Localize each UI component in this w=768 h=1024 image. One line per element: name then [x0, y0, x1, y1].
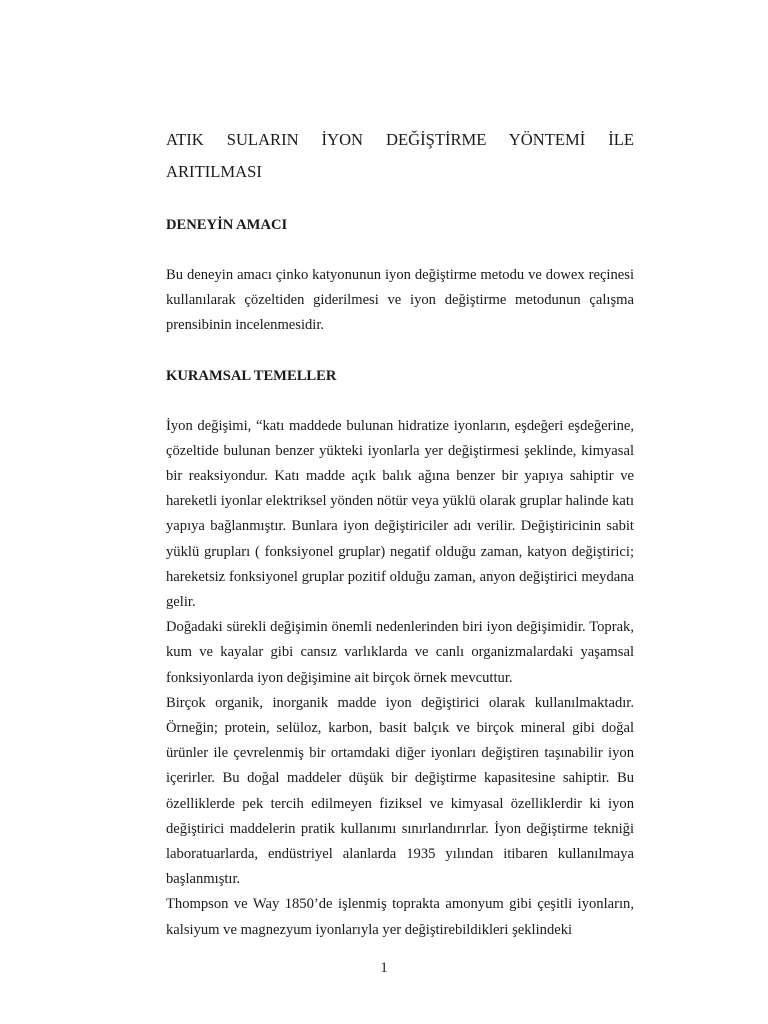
title-line-1: ATIK SULARIN İYON DEĞİŞTİRME YÖNTEMİ İLE — [166, 130, 634, 149]
title-line-2: ARITILMASI — [166, 162, 262, 181]
document-body — [166, 124, 634, 943]
section-heading-aim: DENEYİN AMACI — [166, 217, 288, 233]
theory-paragraph-4: Thompson ve Way 1850’de işlenmiş toprakta amonyum gibi çeşitli iyonların, kalsiyum ve magnezyum iyonlarıyla yer değiştirebildikleri şeklindeki — [166, 896, 634, 938]
page-number: 1 — [380, 960, 388, 976]
document-title — [166, 124, 634, 188]
theory-paragraph-1: İyon değişimi, “katı maddede bulunan hidratize iyonların, eşdeğeri eşdeğerine, çözeltide bulunan benzer yükteki iyonlarla yer değiştirmesi şeklinde, kimyasal bir reaksiyondur. Katı madde açık balık ağına benzer bir yapıya sahiptir ve hareketli iyonlar elektriksel yönden nötür veya yüklü olarak gruplar halinde katı yapıya bağlanmıştır. Bunlara iyon değiştiriciler adı verilir. Değiştiricinin sabit yüklü grupları ( fonksiyonel gruplar) negatif olduğu zaman, katyon değiştirici; hareketsiz fonksiyonel gruplar pozitif olduğu zaman, anyon değiştirici meydana gelir. — [166, 417, 634, 611]
section-heading-theory: KURAMSAL TEMELLER — [166, 367, 337, 384]
aim-paragraph: Bu deneyin amacı çinko katyonunun iyon değiştirme metodu ve dowex reçinesi kullanılarak çözeltiden giderilmesi ve iyon değiştirme metodunun çalışma prensibinin incelenmesidir. — [166, 267, 634, 334]
theory-paragraph-2: Doğadaki sürekli değişimin önemli nedenlerinden biri iyon değişimidir. Toprak, kum ve kayalar gibi cansız varlıklarda ve canlı organizmalardaki yaşamsal fonksiyonlarda iyon değişimine ait birçok örnek mevcuttur. — [166, 619, 634, 686]
theory-paragraph-3: Birçok organik, inorganik madde iyon değiştirici olarak kullanılmaktadır. Örneğin; protein, selüloz, karbon, basit balçık ve birçok mineral gibi doğal ürünler ile çevrelenmiş bir ortamdaki diğer iyonları değiştiren taşınabilir iyon içerirler. Bu doğal maddeler düşük bir değiştirme kapasitesine sahiptir. Bu özelliklerde pek tercih edilmeyen fiziksel ve kimyasal özelliklerdir ki iyon değiştirici maddelerin pratik kullanımı sınırlandırırlar. İyon değiştirme tekniği laboratuarlarda, endüstriyel alanlarda 1935 yılından itibaren kullanılmaya başlanmıştır. — [166, 694, 634, 888]
